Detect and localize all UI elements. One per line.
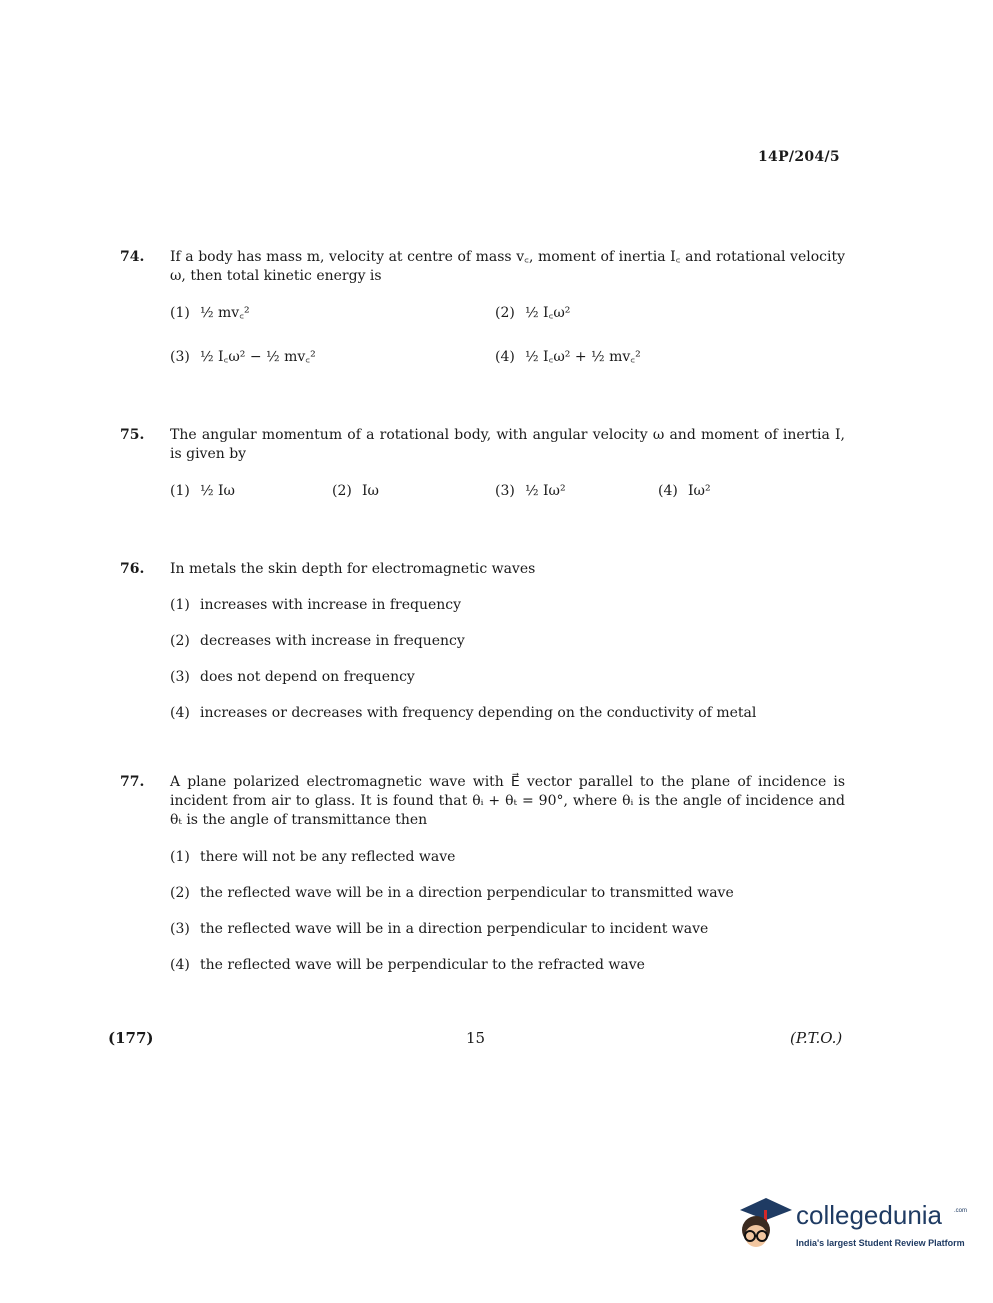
booklet-code: (177) bbox=[108, 1029, 154, 1047]
question-number: 74. bbox=[120, 249, 145, 265]
question-text: A plane polarized electromagnetic wave with E⃗ vector parallel to the plane of incidence is incident from air to glass. It is found that θᵢ + θₜ = 90°, where θᵢ is the angle of incidence and θₜ is the angle of transmittance then bbox=[170, 774, 845, 828]
student-mascot-icon bbox=[736, 1196, 794, 1258]
pto-note: (P.T.O.) bbox=[790, 1029, 843, 1047]
option-4: (4) increases or decreases with frequency depending on the conductivity of metal bbox=[170, 705, 757, 721]
option-3: (3) does not depend on frequency bbox=[170, 669, 415, 685]
question-text: If a body has mass m, velocity at centre of mass v꜀, moment of inertia I꜀ and rotational velocity ω, then total kinetic energy is bbox=[170, 249, 845, 284]
option-4: (4) ½ I꜀ω² + ½ mv꜀² bbox=[495, 349, 641, 365]
question-number: 75. bbox=[120, 427, 145, 443]
question-number: 77. bbox=[120, 774, 145, 790]
option-2: (2) the reflected wave will be in a direction perpendicular to transmitted wave bbox=[170, 885, 734, 901]
option-1: (1) ½ mv꜀² bbox=[170, 305, 250, 321]
logo-tagline: India's largest Student Review Platform bbox=[796, 1238, 965, 1248]
question-text: In metals the skin depth for electromagnetic waves bbox=[170, 561, 536, 577]
option-4: (4) Iω² bbox=[658, 483, 711, 499]
option-1: (1) increases with increase in frequency bbox=[170, 597, 462, 613]
option-1: (1) there will not be any reflected wave bbox=[170, 849, 456, 865]
question-75 bbox=[120, 426, 845, 512]
logo-suffix: .com bbox=[954, 1208, 968, 1214]
option-3: (3) ½ I꜀ω² − ½ mv꜀² bbox=[170, 349, 316, 365]
option-4: (4) the reflected wave will be perpendicular to the refracted wave bbox=[170, 957, 645, 973]
option-3: (3) the reflected wave will be in a direction perpendicular to incident wave bbox=[170, 921, 709, 937]
question-74 bbox=[120, 248, 845, 394]
options bbox=[170, 482, 845, 512]
logo-name: collegedunia bbox=[796, 1200, 943, 1230]
option-2: (2) Iω bbox=[332, 483, 379, 499]
options bbox=[170, 848, 845, 975]
option-2: (2) ½ I꜀ω² bbox=[495, 305, 571, 321]
page-number: 15 bbox=[466, 1029, 486, 1047]
question-76 bbox=[120, 560, 845, 740]
option-2: (2) decreases with increase in frequency bbox=[170, 633, 465, 649]
question-number: 76. bbox=[120, 561, 145, 577]
collegedunia-watermark bbox=[736, 1196, 966, 1261]
option-3: (3) ½ Iω² bbox=[495, 483, 566, 499]
question-text: The angular momentum of a rotational body, with angular velocity ω and moment of inertia I, is given by bbox=[170, 427, 845, 462]
question-77 bbox=[120, 773, 845, 992]
options bbox=[170, 304, 845, 394]
options bbox=[170, 596, 845, 723]
paper-code: 14P/204/5 bbox=[758, 149, 840, 165]
option-1: (1) ½ Iω bbox=[170, 483, 235, 499]
